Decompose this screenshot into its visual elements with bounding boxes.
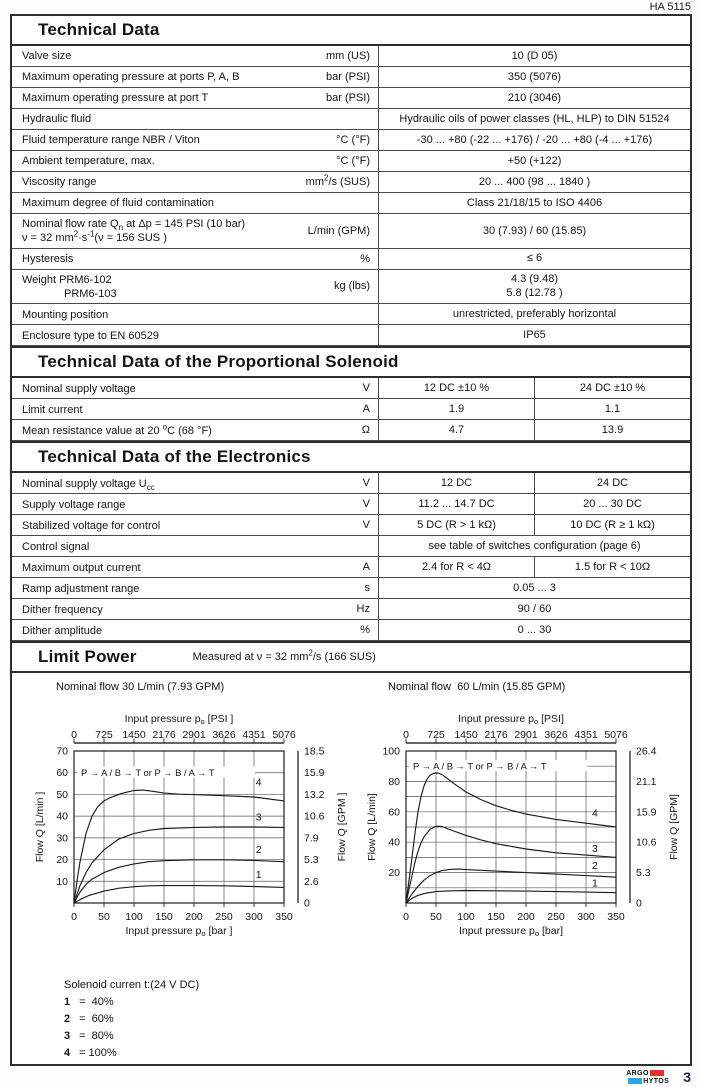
svg-text:P → A / B → T or P → B / A → T: P → A / B → T or P → B / A → T (413, 760, 547, 772)
section-title-solenoid: Technical Data of the Proportional Solenoid (12, 346, 690, 378)
svg-text:Flow Q [L/min]: Flow Q [L/min] (366, 793, 378, 862)
svg-text:50: 50 (98, 911, 110, 924)
svg-text:3: 3 (592, 843, 598, 856)
svg-text:300: 300 (577, 911, 595, 924)
svg-text:350: 350 (607, 911, 625, 924)
chart-title: Nominal flow 60 L/min (15.85 GPM) (388, 681, 566, 694)
legend-item: 3 = 80% (64, 1030, 114, 1043)
table-row: Dither frequency Hz 90 / 60 (12, 599, 690, 620)
svg-text:2.6: 2.6 (304, 875, 319, 888)
table-row: Ambient temperature, max. °C (°F) +50 (+122) (12, 151, 690, 172)
page-number: 3 (683, 1069, 691, 1085)
table-row: Ramp adjustment range s 0.05 ... 3 (12, 578, 690, 599)
legend-item: 2 = 60% (64, 1013, 114, 1026)
svg-text:2176: 2176 (484, 729, 508, 742)
logo-blue-square (628, 1078, 642, 1084)
svg-text:13.2: 13.2 (304, 789, 325, 802)
svg-text:Input pressure po [PSI]: Input pressure po [PSI] (458, 713, 564, 727)
table-row: Mean resistance value at 20 $^o$C (68 °F) Ω 4.7 13.9 (12, 420, 690, 441)
svg-text:100: 100 (382, 745, 400, 758)
table-row: Viscosity range $mm^2/s$ (SUS) 20 ... 400 (98 ... 1840 ) (12, 172, 690, 193)
svg-text:0: 0 (403, 911, 409, 924)
svg-text:Input pressure po [bar]: Input pressure po [bar] (458, 925, 564, 939)
chart-title: Nominal flow 30 L/min (7.93 GPM) (56, 681, 225, 694)
table-row-weight: Weight PRM6-102 PRM6-103 kg (lbs) 4.3 (9.48) 5.8 (12.78 ) (12, 270, 690, 305)
svg-text:Flow Q [GPM]: Flow Q [GPM] (668, 794, 680, 861)
svg-text:15.9: 15.9 (304, 767, 325, 780)
svg-text:150: 150 (487, 911, 505, 924)
argo-hytos-logo: ARGO HYTOS (626, 1069, 670, 1085)
svg-text:200: 200 (517, 911, 535, 924)
table-row: Dither amplitude % 0 ... 30 (12, 620, 690, 641)
svg-text:2901: 2901 (182, 729, 206, 742)
legend-item: 1 = 40% (64, 996, 114, 1009)
doc-code: HA 5115 (649, 1, 691, 13)
svg-text:15.9: 15.9 (636, 806, 657, 819)
section-title-technical-data: Technical Data (12, 16, 690, 46)
svg-text:30: 30 (56, 832, 68, 845)
section-title-electronics: Technical Data of the Electronics (12, 441, 690, 473)
table-row: Mounting position unrestricted, preferably horizontal (12, 304, 690, 325)
svg-text:5.3: 5.3 (636, 867, 651, 880)
svg-text:Flow Q [L/min ]: Flow Q [L/min ] (34, 791, 46, 863)
svg-text:2: 2 (592, 859, 598, 872)
svg-text:250: 250 (215, 911, 233, 924)
table-row: Valve size mm (US) 10 (D 05) (12, 46, 690, 67)
svg-text:3626: 3626 (544, 729, 568, 742)
table-row: Stabilized voltage for control V 5 DC (R > 1 kΩ) 10 DC (R ≥ 1 kΩ) (12, 515, 690, 536)
table-row-nominal-flow: Nominal flow rate $Q_n$ at Δp = 145 PSI (10 bar) ν = 32 $mm^2\cdot s^{-1}(\nu = 156$ SUS ) L/min (GPM) 30 (7.93) / 60 (15.85) (12, 214, 690, 249)
svg-text:5.3: 5.3 (304, 854, 319, 867)
svg-text:350: 350 (275, 911, 293, 924)
table-row: Fluid temperature range NBR / Viton °C (°F) -30 ... +80 (-22 ... +176) / -20 ... +80 (-4 ... +176) (12, 130, 690, 151)
chart-block-60lmin (360, 679, 690, 944)
svg-text:200: 200 (185, 911, 203, 924)
svg-text:60: 60 (56, 767, 68, 780)
table-row: Nominal supply voltage $U_{cc}$ V 12 DC 24 DC (12, 473, 690, 494)
svg-text:250: 250 (547, 911, 565, 924)
svg-text:80: 80 (388, 776, 400, 789)
svg-text:1450: 1450 (454, 729, 478, 742)
svg-text:2: 2 (255, 844, 262, 857)
table-row: Supply voltage range V 11.2 ... 14.7 DC 20 ... 30 DC (12, 494, 690, 515)
table-row: Maximum output current A 2.4 for R < 4Ω 1.5 for R < 10Ω (12, 557, 690, 578)
table-row: Maximum operating pressure at port T bar (PSI) 210 (3046) (12, 88, 690, 109)
svg-text:1: 1 (255, 869, 262, 882)
svg-text:0: 0 (71, 729, 77, 742)
svg-text:2176: 2176 (152, 729, 176, 742)
svg-text:0: 0 (304, 897, 310, 910)
svg-text:7.9: 7.9 (304, 832, 319, 845)
svg-text:1: 1 (592, 877, 598, 890)
svg-text:1450: 1450 (122, 729, 146, 742)
limit-power-chart-30lmin (28, 711, 358, 941)
svg-text:4: 4 (592, 807, 598, 820)
svg-text:100: 100 (125, 911, 143, 924)
svg-text:4351: 4351 (242, 729, 266, 742)
page-footer (626, 1069, 691, 1085)
svg-text:26.4: 26.4 (636, 745, 657, 758)
svg-text:60: 60 (388, 806, 400, 819)
svg-text:Input pressure po [bar ]: Input pressure po [bar ] (125, 925, 233, 939)
table-row: Control signal see table of switches configuration (page 6) (12, 536, 690, 557)
svg-text:21.1: 21.1 (636, 776, 657, 789)
limit-power-charts (12, 673, 690, 1060)
svg-text:70: 70 (56, 745, 68, 758)
svg-text:40: 40 (56, 810, 68, 823)
svg-text:50: 50 (430, 911, 442, 924)
table-row: Enclosure type to EN 60529 IP65 (12, 325, 690, 346)
section-title-limit-power: Limit Power Measured at ν = 32 $mm^2/s$ (166 SUS) (12, 641, 690, 673)
legend-title: Solenoid curren t:(24 V DC) (64, 979, 200, 992)
svg-text:725: 725 (427, 729, 445, 742)
svg-text:2901: 2901 (514, 729, 538, 742)
table-row: Limit current A 1.9 1.1 (12, 399, 690, 420)
svg-text:0: 0 (71, 911, 77, 924)
svg-text:100: 100 (457, 911, 475, 924)
svg-text:725: 725 (95, 729, 113, 742)
table-row: Maximum degree of fluid contamination Class 21/18/15 to ISO 4406 (12, 193, 690, 214)
table-row: Maximum operating pressure at ports P, A, B bar (PSI) 350 (5076) (12, 67, 690, 88)
svg-text:300: 300 (245, 911, 263, 924)
svg-text:150: 150 (155, 911, 173, 924)
svg-text:20: 20 (388, 867, 400, 880)
svg-text:5076: 5076 (604, 729, 628, 742)
svg-text:10: 10 (56, 875, 68, 888)
logo-red-square (650, 1070, 664, 1076)
svg-text:10.6: 10.6 (636, 836, 657, 849)
table-row: Hysteresis % ≤ 6 (12, 249, 690, 270)
svg-text:5076: 5076 (272, 729, 296, 742)
svg-text:0: 0 (636, 897, 642, 910)
svg-text:Flow Q [GPM ]: Flow Q [GPM ] (336, 792, 348, 862)
svg-text:3626: 3626 (212, 729, 236, 742)
chart-block-30lmin (28, 679, 358, 944)
svg-text:4351: 4351 (574, 729, 598, 742)
svg-text:50: 50 (56, 789, 68, 802)
page-frame (10, 14, 692, 1066)
svg-text:40: 40 (388, 836, 400, 849)
svg-text:0: 0 (403, 729, 409, 742)
svg-text:P → A / B → T or P → B / A → T: P → A / B → T or P → B / A → T (81, 767, 215, 779)
svg-text:10.6: 10.6 (304, 810, 325, 823)
table-row: Nominal supply voltage V 12 DC ±10 % 24 DC ±10 % (12, 378, 690, 399)
table-row: Hydraulic fluid Hydraulic oils of power classes (HL, HLP) to DIN 51524 (12, 109, 690, 130)
svg-text:18.5: 18.5 (304, 745, 325, 758)
limit-power-chart-60lmin (360, 711, 690, 941)
svg-text:3: 3 (255, 811, 262, 824)
limit-power-subtitle: Measured at ν = 32 $mm^2/s$ (166 SUS) (192, 648, 376, 664)
svg-text:20: 20 (56, 854, 68, 867)
solenoid-current-legend (64, 977, 199, 1062)
svg-text:Input pressure po [PSI ]: Input pressure po [PSI ] (124, 713, 234, 727)
legend-item: 4 = 100% (64, 1047, 117, 1060)
svg-text:4: 4 (255, 776, 262, 789)
